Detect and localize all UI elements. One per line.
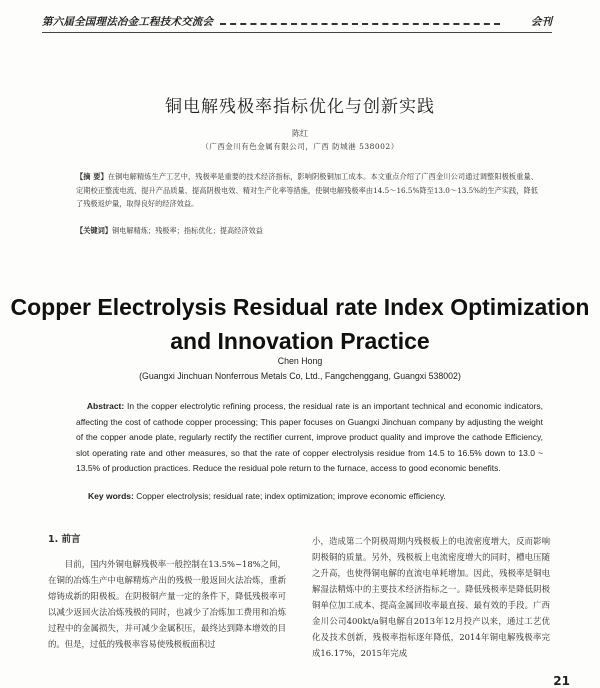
chinese-keywords-label: 【关键词】 — [76, 226, 112, 235]
english-abstract-text: In the copper electrolytic refining process, the residual rate is an important technical and economic indicators, affecting the cost of cathode copper processing; This paper focuses on Guangxi Jinchuan company by adjusting the weight of the copper anode plate, regularly rectify the rectifier current, improve product quality and improve the cathode Efficiency, slot operating rate and other measures, so that the rate of copper electrolysis residue from 14.5 to 16.5% down to 13.0 ~ 13.5% of production practices. Reduce the residual pole return to the furnace, access to good economic benefits. — [76, 401, 543, 474]
english-abstract — [76, 399, 543, 477]
journal-name: 第六届全国理法冶金工程技术交流会 — [42, 16, 214, 28]
page-number: 21 — [553, 674, 570, 688]
english-keywords-label: Key words: — [88, 491, 134, 501]
english-abstract-label: Abstract: — [86, 401, 125, 411]
header-divider — [220, 23, 500, 25]
chinese-abstract-text: 在铜电解精炼生产工艺中，残极率是重要的技术经济指标，影响阴极铜加工成本。本文重点介绍了广西金川公司通过调整阳极板重量、定期校正整流电流、提升产品质量、提高阴极电效、精对生产化率等措施，使铜电解残极率由14.5～16.5%降至13.0～13.5%的生产实践，降低了残极返炉量，取得良好的经济效益。 — [76, 172, 538, 208]
intro-paragraph-right: 小，造成第二个阴极周期内残极板上的电流密度增大，反而影响阴极铜的质量。另外，残极板上电流密度增大的同时，槽电压随之升高，也使得铜电解的直流电单耗增加。因此，残极率是铜电解湿法精炼中的主要技术经济指标之一。降低残极率是降低阴极铜单位加工成本、提高金属回收率最直接、最有效的手段。广西金川公司400kt/a铜电解自2013年12月投产以来，通过工艺优化及技术创新，残极率指标逐年降低，2014年铜电解残极率完成16.17%，2015年完成 — [312, 536, 550, 658]
running-header — [42, 14, 552, 33]
chinese-author: 陈红 — [292, 129, 308, 138]
intro-paragraph-left: 目前，国内外铜电解残极率一般控制在13.5%~18%之间，在铜的冶炼生产中电解精炼产出的残极一般返回火法冶炼，重新熔铸成新的阳极板。在阴极铜产量一定的条件下，降低残极率可以减少返回火法冶炼残极的同时，也减少了冶炼加工费用和冶炼过程中的金属损失，并可减少金属积压，最终达到降本增效的目的。但是，过低的残极率容易使残极板面积过 — [48, 559, 286, 649]
english-title: Copper Electrolysis Residual rate Index Optimization and Innovation Practice — [10, 294, 590, 354]
chinese-abstract — [76, 170, 538, 211]
chinese-abstract-label: 【摘 要】 — [76, 172, 108, 181]
chinese-affiliation: （广西金川有色金属有限公司，广西 防城港 538002） — [201, 142, 399, 151]
section-heading: 1. 前言 — [48, 534, 81, 545]
chinese-keywords-text: 铜电解精炼；残极率；指标优化；提高经济效益 — [111, 226, 263, 235]
english-affiliation: (Guangxi Jinchuan Nonferrous Metals Co, Ltd., Fangchenggang, Guangxi 538002) — [139, 371, 461, 381]
chinese-keywords — [76, 226, 538, 236]
right-column — [312, 533, 550, 661]
chinese-title: 铜电解残极率指标优化与创新实践 — [165, 97, 435, 117]
english-keywords — [88, 491, 543, 501]
header-section: 会刊 — [531, 16, 552, 28]
english-author: Chen Hong — [277, 356, 323, 366]
left-column — [48, 532, 286, 652]
english-keywords-text: Copper electrolysis; residual rate; index optimization; improve economic efficiency. — [136, 491, 446, 501]
